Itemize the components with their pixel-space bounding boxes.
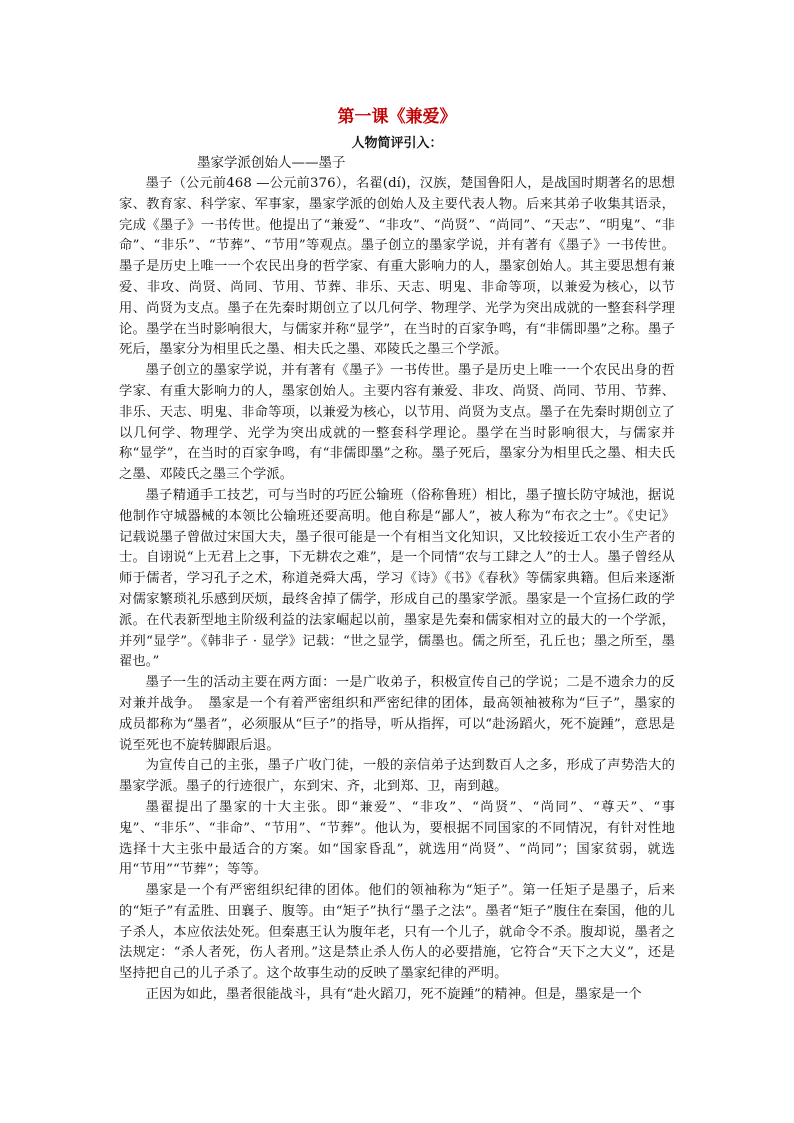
paragraph-3: 墨子精通手工技艺，可与当时的巧匠公输班（俗称鲁班）相比，墨子擅长防守城池，据说他制作守城器械的本领比公输班还要高明。他自称是“鄙人”，被人称为“布衣之士”。《史记》记载说墨子曾做过宋国大夫，墨子很可能是一个有相当文化知识，又比较接近工农小生产者的士。自诩说“上无君上之事，下无耕农之难”，是一个同情“农与工肆之人”的士人。墨子曾经从师于儒者，学习孔子之术，称道尧舜大禹，学习《诗》《书》《春秋》等儒家典籍。但后来逐渐对儒家繁琐礼乐感到厌烦，最终舍掉了儒学，形成自己的墨家学派。墨家是一个宣扬仁政的学派。在代表新型地主阶级利益的法家崛起以前，墨家是先秦和儒家相对立的最大的一个学派，并列“显学”。《韩非子 · 显学》记载：“世之显学，儒墨也。儒之所至，孔丘也；墨之所至，墨翟也。” bbox=[119, 487, 675, 670]
lesson-title: 第一课《兼爱》 bbox=[337, 107, 457, 127]
section-subtitle: 人物简评引入： bbox=[351, 136, 443, 151]
paragraph-4: 墨子一生的活动主要在两方面：一是广收弟子，积极宣传自己的学说；二是不遗余力的反对兼并战争。 墨家是一个有着严密组织和严密纪律的团体，最高领袖被称为“巨子”，墨家的成员都称为“墨者”，必须服从“巨子”的指导，听从指挥，可以“赴汤蹈火，死不旋踵”，意思是说至死也不旋转脚跟后退。 bbox=[119, 675, 675, 753]
section-heading: 墨家学派创始人——墨子 bbox=[197, 155, 346, 171]
paragraph-6: 墨翟提出了墨家的十大主张。即“兼爱”、“非攻”、“尚贤”、“尚同”、“尊天”、“事鬼”、“非乐”、“非命”、“节用”、“节葬”。他认为，要根据不同国家的不同情况，有针对性地选择十大主张中最适合的方案。如“国家昏乱”，就选用“尚贤”、“尚同”；国家贫弱，就选用“节用”“节葬”；等等。 bbox=[119, 799, 675, 878]
paragraph-2: 墨子创立的墨家学说，并有著有《墨子》一书传世。墨子是历史上唯一一个农民出身的哲学家、有重大影响力的人，墨家创始人。主要内容有兼爱、非攻、尚贤、尚同、节用、节葬、非乐、天志、明鬼、非命等项，以兼爱为核心，以节用、尚贤为支点。墨子在先秦时期创立了以几何学、物理学、光学为突出成就的一整套科学理论。墨学在当时影响很大，与儒家并称“显学”，在当时的百家争鸣，有“非儒即墨”之称。墨子死后，墨家分为相里氏之墨、相夫氏之墨、邓陵氏之墨三个学派。 bbox=[119, 363, 675, 483]
paragraph-5: 为宣传自己的主张，墨子广收门徒，一般的亲信弟子达到数百人之多，形成了声势浩大的墨家学派。墨子的行迹很广，东到宋、齐，北到郑、卫，南到越。 bbox=[119, 758, 675, 795]
paragraph-1: 墨子（公元前468 —公元前376），名翟(dí)，汉族，楚国鲁阳人，是战国时期著名的思想家、教育家、科学家、军事家，墨家学派的创始人及主要代表人物。后来其弟子收集其语录，完成《墨子》一书传世。他提出了“兼爱”、“非攻”、“尚贤”、“尚同”、“天志”、“明鬼”、“非命”、“非乐”、“节葬”、“节用”等观点。墨子创立的墨家学说，并有著有《墨子》一书传世。墨子是历史上唯一一个农民出身的哲学家、有重大影响力的人，墨家创始人。其主要思想有兼爱、非攻、尚贤、尚同、节用、节葬、非乐、天志、明鬼、非命等项，以兼爱为核心，以节用、尚贤为支点。墨子在先秦时期创立了以几何学、物理学、光学为突出成就的一整套科学理论。墨学在当时影响很大，与儒家并称“显学”，在当时的百家争鸣，有“非儒即墨”之称。墨子死后，墨家分为相里氏之墨、相夫氏之墨、邓陵氏之墨三个学派。 bbox=[119, 176, 675, 358]
paragraph-7: 墨家是一个有严密组织纪律的团体。他们的领袖称为“矩子”。第一任矩子是墨子，后来的“矩子”有孟胜、田襄子、腹等。由“矩子”执行“墨子之法”。墨者“矩子”腹住在秦国，他的儿子杀人，本应依法处死。但秦惠王认为腹年老，只有一个儿子，就命令不杀。腹却说，墨者之法规定：“杀人者死，伤人者刑。”这是禁止杀人伤人的必要措施，它符合“天下之大义”，还是坚持把自己的儿子杀了。这个故事生动的反映了墨家纪律的严明。 bbox=[119, 883, 675, 982]
paragraph-8: 正因为如此，墨者很能战斗，具有“赴火蹈刀，死不旋踵”的精神。但是，墨家是一个 bbox=[145, 987, 642, 1003]
document-page bbox=[119, 106, 675, 1006]
